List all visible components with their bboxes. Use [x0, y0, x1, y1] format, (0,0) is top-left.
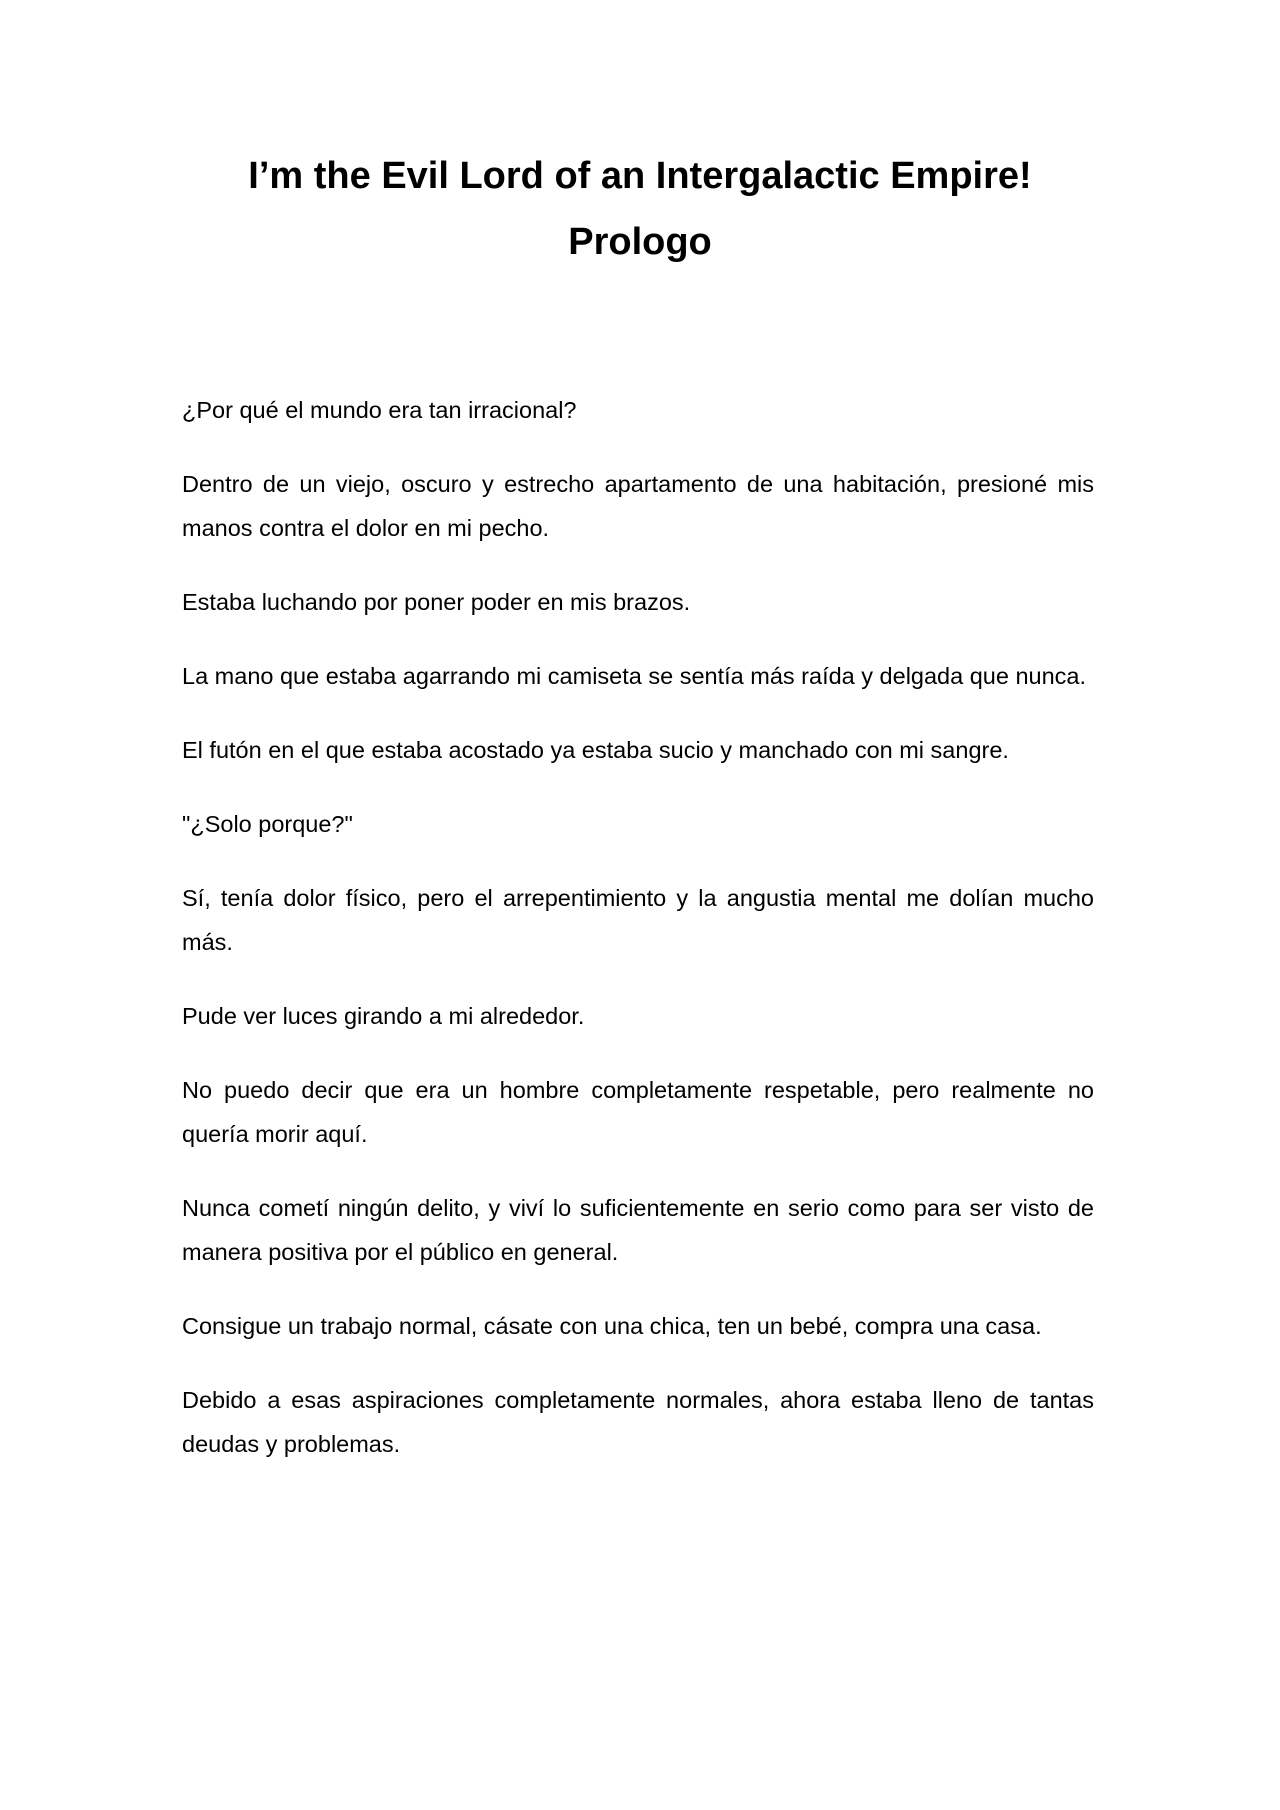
paragraph: Consigue un trabajo normal, cásate con una chica, ten un bebé, compra una casa.: [182, 1313, 1042, 1339]
paragraph: ¿Por qué el mundo era tan irracional?: [182, 397, 577, 423]
paragraph: Pude ver luces girando a mi alrededor.: [182, 1003, 585, 1029]
paragraph: Debido a esas aspiraciones completamente normales, ahora estaba lleno de tantas deudas y problemas.: [182, 1387, 1094, 1457]
paragraph: Dentro de un viejo, oscuro y estrecho apartamento de una habitación, presioné mis manos contra el dolor en mi pecho.: [182, 471, 1094, 541]
chapter-title: Prologo: [568, 221, 712, 263]
paragraph: "¿Solo porque?": [182, 811, 353, 837]
paragraph: No puedo decir que era un hombre completamente respetable, pero realmente no quería morir aquí.: [182, 1077, 1094, 1147]
paragraph: Sí, tenía dolor físico, pero el arrepentimiento y la angustia mental me dolían mucho más.: [182, 885, 1094, 955]
paragraph: Nunca cometí ningún delito, y viví lo suficientemente en serio como para ser visto de manera positiva por el público en general.: [182, 1195, 1094, 1265]
paragraph: El futón en el que estaba acostado ya estaba sucio y manchado con mi sangre.: [182, 737, 1009, 763]
paragraph: La mano que estaba agarrando mi camiseta se sentía más raída y delgada que nunca.: [182, 663, 1087, 689]
paragraph: Estaba luchando por poner poder en mis brazos.: [182, 589, 691, 615]
document-title: I’m the Evil Lord of an Intergalactic Empire!: [248, 155, 1032, 197]
document-body: [182, 388, 1094, 1496]
